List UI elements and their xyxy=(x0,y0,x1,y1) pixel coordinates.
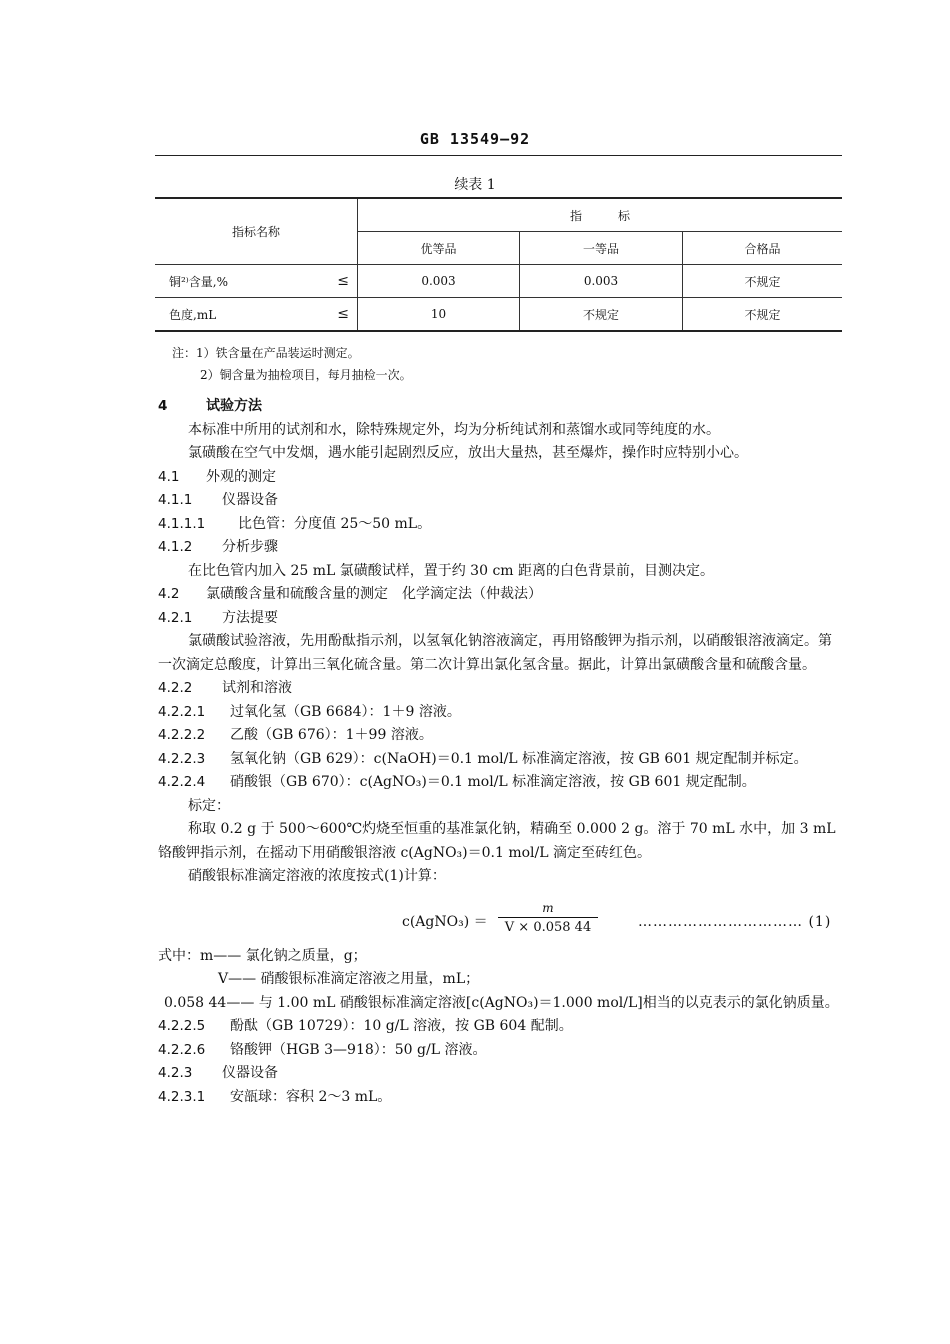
grade-premium: 优等品 xyxy=(358,232,520,265)
section-heading: 4.2.1 方法提要 xyxy=(158,609,278,626)
row-name: 色度,mL xyxy=(169,307,217,322)
grade-first: 一等品 xyxy=(520,232,683,265)
clause: 4.2.2.3 氢氧化钠（GB 629）：c(NaOH)＝0.1 mol/L 标准滴定溶液，按 GB 601 规定配制并标定。 xyxy=(158,750,808,767)
col-indicator-name: 指标名称 xyxy=(155,198,358,265)
spec-table xyxy=(155,197,842,332)
section-heading: 4 试验方法 xyxy=(158,398,262,414)
formula-1 xyxy=(158,899,844,943)
paragraph: 硝酸银标准滴定溶液的浓度按式(1)计算： xyxy=(188,868,446,884)
table-row xyxy=(155,298,842,332)
cell-value: 0.003 xyxy=(520,265,683,298)
clause: 4.2.3.1 安瓿球：容积 2～3 mL。 xyxy=(158,1088,392,1105)
clause: 4.1.1.1 比色管：分度值 25～50 mL。 xyxy=(158,515,432,532)
section-heading: 4.1 外观的测定 xyxy=(158,468,276,485)
le-symbol: ≤ xyxy=(337,273,349,289)
formula-leader-dots: …………………………… xyxy=(638,913,803,930)
clause: 4.2.2.5 酚酞（GB 10729）：10 g/L 溶液，按 GB 604 配制。 xyxy=(158,1018,573,1034)
le-symbol: ≤ xyxy=(337,306,349,322)
where-intro: 式中： xyxy=(158,947,200,964)
cell-value: 不规定 xyxy=(683,298,843,332)
note-1: 注：1）铁含量在产品装运时测定。 xyxy=(172,346,360,360)
section-heading: 4.2.2 试剂和溶液 xyxy=(158,680,292,696)
cell-value: 0.003 xyxy=(358,265,520,298)
table-notes xyxy=(172,342,412,386)
section-heading: 4.1.1 仪器设备 xyxy=(158,492,278,508)
formula-numerator: m xyxy=(498,899,598,918)
section-heading: 4.2.3 仪器设备 xyxy=(158,1065,278,1081)
formula-lhs: c(AgNO₃) ＝ xyxy=(402,913,488,930)
header-rule xyxy=(155,155,842,156)
formula-denominator: V × 0.058 44 xyxy=(504,919,592,935)
standard-number: GB 13549—92 xyxy=(419,130,531,148)
clause: 4.2.2.4 硝酸银（GB 670）：c(AgNO₃)＝0.1 mol/L 标准滴定溶液，按 GB 601 规定配制。 xyxy=(158,774,756,790)
label-calibration: 标定： xyxy=(188,797,230,814)
table-row xyxy=(155,265,842,298)
paragraph: 本标准中所用的试剂和水，除特殊规定外，均为分析纯试剂和蒸馏水或同等纯度的水。 xyxy=(188,421,720,438)
grade-qualified: 合格品 xyxy=(683,232,843,265)
where-m: 式中：m—— 氯化钠之质量，g； xyxy=(158,947,367,964)
cell-value: 不规定 xyxy=(520,298,683,332)
col-indicator-group: 指 标 xyxy=(358,198,843,232)
paragraph: 在比色管内加入 25 mL 氯磺酸试样，置于约 30 cm 距离的白色背景前，目测决定。 xyxy=(188,562,715,579)
section-heading: 4.1.2 分析步骤 xyxy=(158,539,278,555)
clause: 4.2.2.2 乙酸（GB 676）：1＋99 溶液。 xyxy=(158,727,433,743)
paragraph: 称取 0.2 g 于 500～600℃灼烧至恒重的基准氯化钠，精确至 0.000 2 g。溶于 70 mL 水中，加 3 mL 铬酸钾指示剂，在摇动下用硝酸银溶液 c(AgNO₃)＝0.1 mol/L 滴定至砖红色。 xyxy=(158,821,836,861)
document-body xyxy=(158,395,844,1109)
section-heading: 4.2 氯磺酸含量和硫酸含量的测定 化学滴定法（仲裁法） xyxy=(158,586,542,602)
note-2: 2）铜含量为抽检项目，每月抽检一次。 xyxy=(200,368,412,382)
clause: 4.2.2.6 铬酸钾（HGB 3—918）：50 g/L 溶液。 xyxy=(158,1041,487,1058)
row-name: 铜²⁾含量,% xyxy=(169,274,228,289)
formula-number: (1) xyxy=(808,913,832,930)
paragraph: 氯磺酸在空气中发烟，遇水能引起剧烈反应，放出大量热，甚至爆炸，操作时应特别小心。 xyxy=(188,445,748,461)
clause: 4.2.2.1 过氧化氢（GB 6684）：1＋9 溶液。 xyxy=(158,703,461,720)
formula-fraction xyxy=(498,899,598,938)
paragraph: 氯磺酸试验溶液，先用酚酞指示剂，以氢氧化钠溶液滴定，再用铬酸钾为指示剂，以硝酸银溶液滴定。第一次滴定总酸度，计算出三氧化硫含量。第二次计算出氯化氢含量。据此，计算出氯磺酸含量和硫酸含量。 xyxy=(158,633,832,673)
cell-value: 不规定 xyxy=(683,265,843,298)
cell-value: 10 xyxy=(358,298,520,332)
where-v: V—— 硝酸银标准滴定溶液之用量，mL； xyxy=(218,971,480,987)
where-constant: 0.058 44—— 与 1.00 mL 硝酸银标准滴定溶液[c(AgNO₃)＝1.000 mol/L]相当的以克表示的氯化钠质量。 xyxy=(164,994,839,1011)
table-caption: 续表 1 xyxy=(454,177,496,193)
